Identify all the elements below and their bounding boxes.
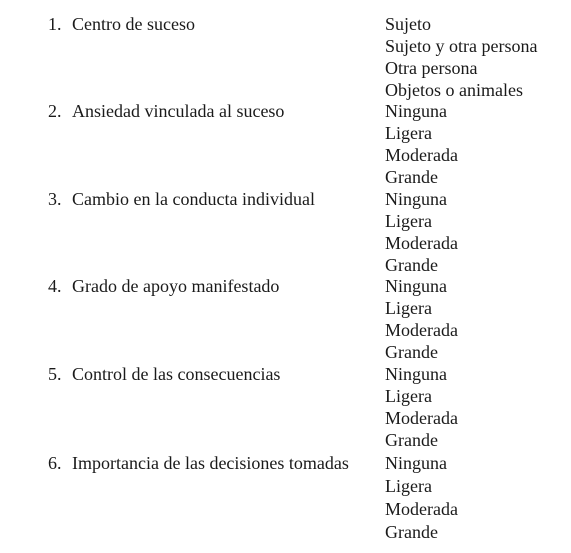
option-text: Sujeto [385, 14, 432, 34]
option-text: Ninguna [385, 276, 447, 296]
item-label: Ansiedad vinculada al suceso [72, 101, 285, 121]
option-text: Ligera [385, 298, 432, 318]
option-text: Ligera [385, 123, 432, 143]
option-list [385, 188, 458, 276]
option-text: Moderada [385, 145, 458, 165]
item-label: Importancia de las decisiones tomadas [72, 453, 349, 473]
option-list [385, 100, 458, 188]
option-text: Grande [385, 255, 438, 275]
option-text: Objetos o animales [385, 80, 523, 100]
option-list [385, 13, 537, 101]
item-number: 2. [48, 101, 62, 121]
item-label: Cambio en la conducta individual [72, 189, 315, 209]
option-text: Grande [385, 167, 438, 187]
option-text: Moderada [385, 499, 458, 519]
option-list [385, 275, 458, 363]
option-text: Grande [385, 522, 438, 542]
option-text: Ninguna [385, 453, 447, 473]
item-number: 3. [48, 189, 62, 209]
item-number: 4. [48, 276, 62, 296]
item-label: Centro de suceso [72, 14, 195, 34]
item-label: Grado de apoyo manifestado [72, 276, 280, 296]
option-text: Grande [385, 430, 438, 450]
option-text: Otra persona [385, 58, 478, 78]
option-list [385, 452, 458, 544]
option-text: Moderada [385, 408, 458, 428]
option-text: Grande [385, 342, 438, 362]
option-list [385, 363, 458, 451]
option-text: Ninguna [385, 364, 447, 384]
item-number: 6. [48, 453, 62, 473]
option-text: Ligera [385, 476, 432, 496]
option-text: Ninguna [385, 189, 447, 209]
option-text: Ligera [385, 211, 432, 231]
option-text: Moderada [385, 233, 458, 253]
option-text: Ligera [385, 386, 432, 406]
item-number: 1. [48, 14, 62, 34]
option-text: Sujeto y otra persona [385, 36, 538, 56]
option-text: Ninguna [385, 101, 447, 121]
option-text: Moderada [385, 320, 458, 340]
item-number: 5. [48, 364, 62, 384]
item-label: Control de las consecuencias [72, 364, 281, 384]
